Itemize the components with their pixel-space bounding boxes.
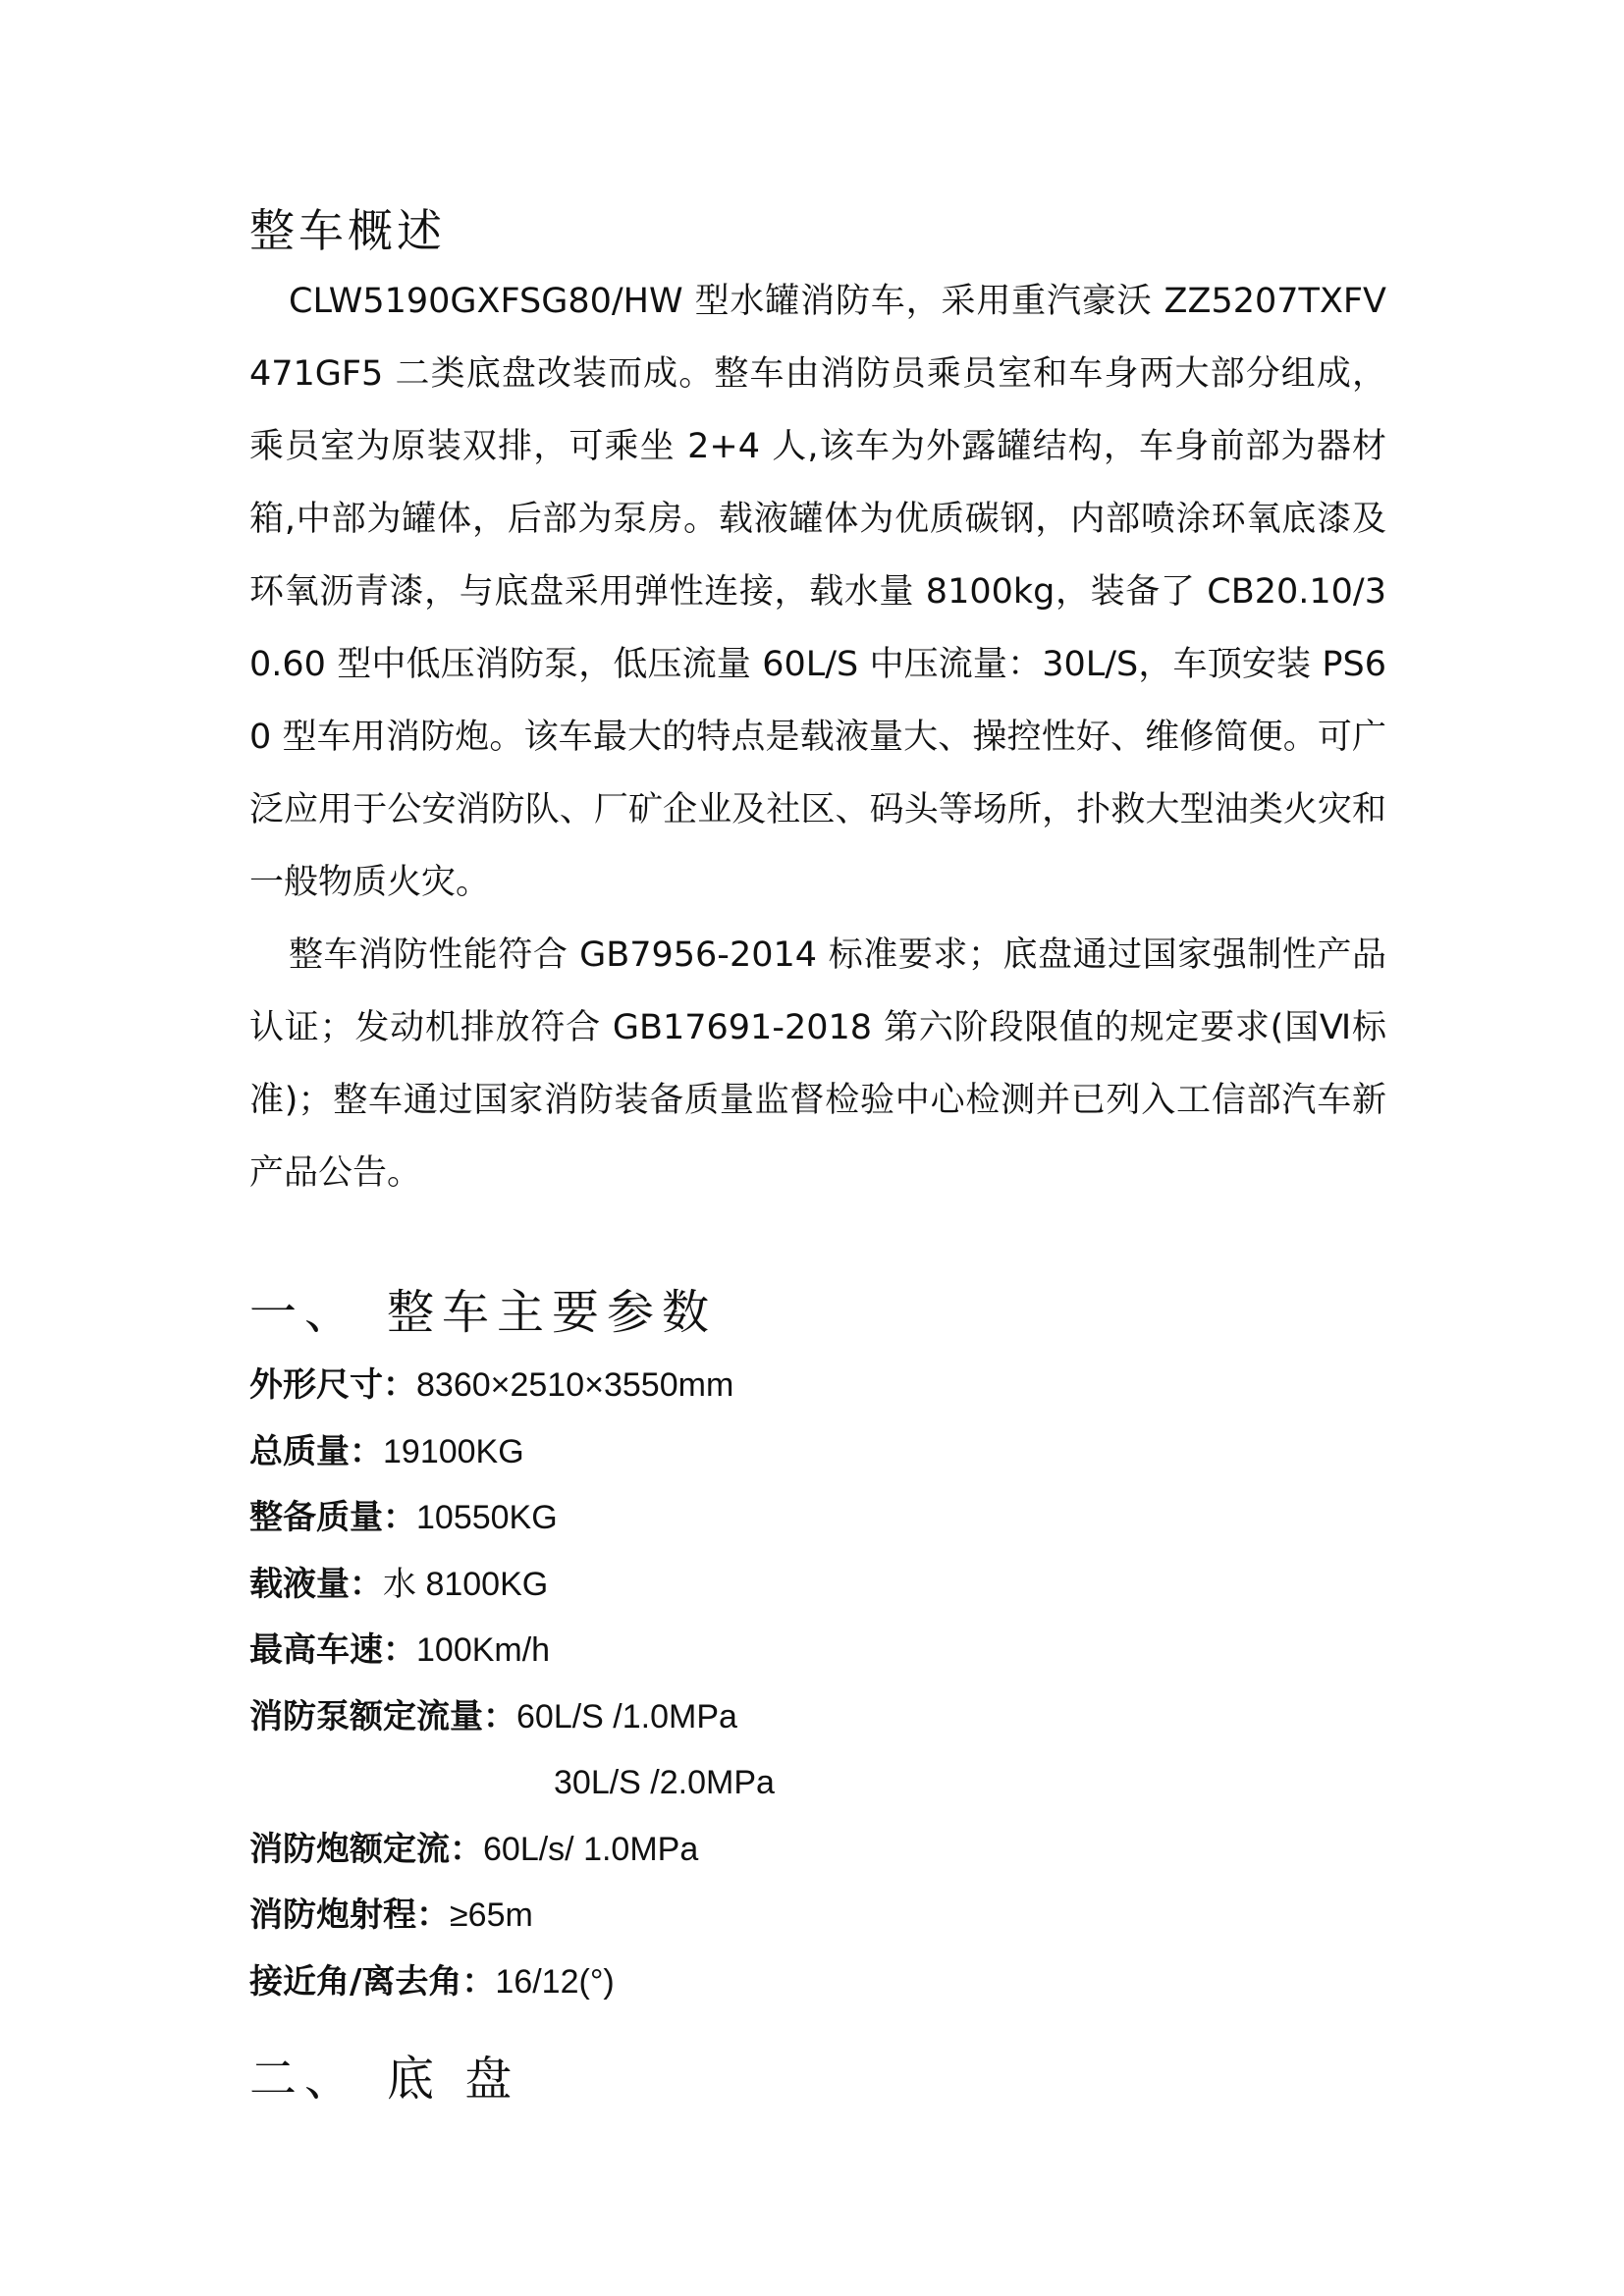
section-heading-main-parameters bbox=[249, 1278, 1386, 1347]
section-title: 整车主要参数 bbox=[387, 1285, 718, 1340]
param-row-gross-mass bbox=[249, 1419, 1386, 1486]
section-number: 一、 bbox=[249, 1285, 360, 1340]
parameter-list bbox=[249, 1353, 1386, 2015]
param-label: 消防泵额定流量： bbox=[249, 1696, 516, 1736]
param-row-monitor-range bbox=[249, 1883, 1386, 1949]
param-label: 消防炮射程： bbox=[249, 1896, 450, 1935]
section-heading-chassis bbox=[249, 2045, 1386, 2113]
param-value: 60L/s/ 1.0MPa bbox=[483, 1830, 699, 1868]
param-value: 水 8100KG bbox=[383, 1565, 549, 1603]
param-label: 整备质量： bbox=[249, 1498, 416, 1537]
param-row-approach-departure-angle bbox=[249, 1949, 1386, 2016]
param-row-dimensions bbox=[249, 1353, 1386, 1419]
param-value: 100Km/h bbox=[416, 1631, 551, 1669]
param-label: 载液量： bbox=[249, 1564, 383, 1604]
section-title: 底 盘 bbox=[387, 2052, 520, 2107]
param-label: 总质量： bbox=[249, 1431, 383, 1471]
document-content bbox=[249, 196, 1386, 2113]
param-value: 8360×2510×3550mm bbox=[416, 1366, 734, 1404]
param-row-pump-flow bbox=[249, 1684, 1386, 1751]
overview-paragraph-1: CLW5190GXFSG80/HW 型水罐消防车，采用重汽豪沃 ZZ5207TXFV471GF5 二类底盘改装而成。整车由消防员乘员室和车身两大部分组成，乘员室为原装双排，可乘坐 2+4 人,该车为外露罐结构，车身前部为器材箱,中部为罐体，后部为泵房。载液罐体为优质碳钢，内部喷涂环氧底漆及环氧沥青漆，与底盘采用弹性连接，载水量 8100kg，装备了 CB20.10/30.60 型中低压消防泵，低压流量 60L/S 中压流量：30L/S，车顶安装 PS60 型车用消防炮。该车最大的特点是载液量大、操控性好、维修简便。可广泛应用于公安消防队、厂矿企业及社区、码头等场所，扑救大型油类火灾和一般物质火灾。 bbox=[249, 282, 1386, 902]
overview-paragraph-2: 整车消防性能符合 GB7956-2014 标准要求；底盘通过国家强制性产品认证；发动机排放符合 GB17691-2018 第六阶段限值的规定要求(国Ⅵ标准)；整车通过国家消防装备质量监督检验中心检测并已列入工信部汽车新产品公告。 bbox=[249, 935, 1386, 1193]
document-title: 整车概述 bbox=[249, 204, 446, 257]
param-row-monitor-flow bbox=[249, 1817, 1386, 1884]
param-value: 60L/S /1.0MPa bbox=[516, 1697, 737, 1735]
param-label: 外形尺寸： bbox=[249, 1365, 416, 1405]
param-label: 接近角/离去角： bbox=[249, 1961, 496, 2002]
param-value: ≥65m bbox=[450, 1896, 533, 1934]
param-row-pump-flow-continued bbox=[249, 1750, 1386, 1817]
param-value: 16/12(°) bbox=[495, 1962, 615, 2001]
param-value: 19100KG bbox=[383, 1432, 524, 1470]
param-row-liquid-capacity bbox=[249, 1552, 1386, 1619]
param-value: 10550KG bbox=[416, 1499, 558, 1536]
param-row-max-speed bbox=[249, 1618, 1386, 1684]
section-number: 二、 bbox=[249, 2052, 360, 2107]
param-label: 最高车速： bbox=[249, 1630, 416, 1670]
param-label: 消防炮额定流： bbox=[249, 1829, 483, 1869]
param-value: 30L/S /2.0MPa bbox=[554, 1764, 775, 1801]
param-row-curb-mass bbox=[249, 1485, 1386, 1552]
